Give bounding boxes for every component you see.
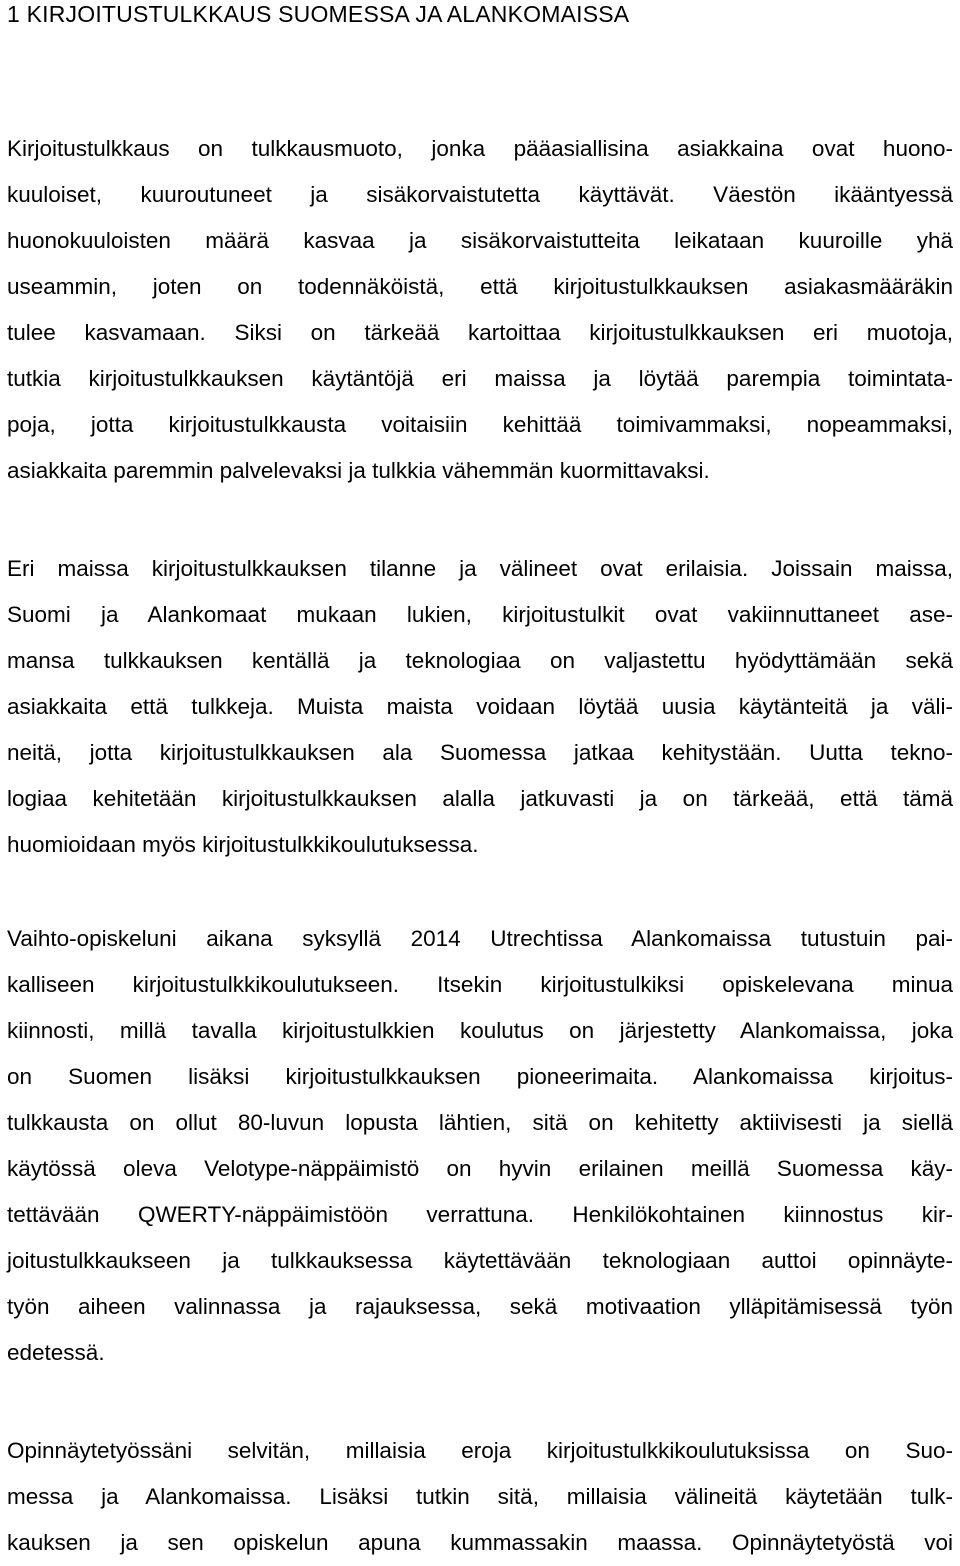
paragraph-1 — [7, 126, 953, 494]
text-line: Suomi ja Alankomaat mukaan lukien, kirjoitustulkit ovat vakiinnuttaneet ase- — [7, 602, 953, 627]
text-line: Eri maissa kirjoitustulkkauksen tilanne ja välineet ovat erilaisia. Joissain maissa, — [7, 556, 953, 581]
text-line: tutkia kirjoitustulkkauksen käytäntöjä eri maissa ja löytää parempia toimintata- — [7, 366, 953, 391]
text-line: työn aiheen valinnassa ja rajauksessa, sekä motivaation ylläpitämisessä työn — [7, 1294, 953, 1319]
text-line: useammin, joten on todennäköistä, että kirjoitustulkkauksen asiakasmääräkin — [7, 274, 953, 299]
text-line: logiaa kehitetään kirjoitustulkkauksen alalla jatkuvasti ja on tärkeää, että tämä — [7, 786, 953, 811]
text-line: Kirjoitustulkkaus on tulkkausmuoto, jonka pääasiallisina asiakkaina ovat huono- — [7, 136, 953, 161]
text-line: tettävään QWERTY-näppäimistöön verrattuna. Henkilökohtainen kiinnostus kir- — [7, 1202, 953, 1227]
text-line: joitustulkkaukseen ja tulkkauksessa käytettävään teknologiaan auttoi opinnäyte- — [7, 1248, 953, 1273]
text-line: poja, jotta kirjoitustulkkausta voitaisiin kehittää toimivammaksi, nopeammaksi, — [7, 412, 953, 437]
chapter-heading: 1 KIRJOITUSTULKKAUS SUOMESSA JA ALANKOMAISSA — [7, 1, 630, 27]
text-line: on Suomen lisäksi kirjoitustulkkauksen pioneerimaita. Alankomaissa kirjoitus- — [7, 1064, 953, 1089]
text-line: Opinnäytetyössäni selvitän, millaisia eroja kirjoitustulkkikoulutuksissa on Suo- — [7, 1438, 953, 1463]
text-line: kalliseen kirjoitustulkkikoulutukseen. Itsekin kirjoitustulkiksi opiskelevana minua — [7, 972, 953, 997]
paragraph-3 — [7, 916, 953, 1376]
text-line: käytössä oleva Velotype-näppäimistö on hyvin erilainen meillä Suomessa käy- — [7, 1156, 953, 1181]
text-line: kiinnosti, millä tavalla kirjoitustulkkien koulutus on järjestetty Alankomaissa, joka — [7, 1018, 953, 1043]
document-page — [7, 0, 953, 1555]
text-line: huomioidaan myös kirjoitustulkkikoulutuksessa. — [7, 832, 479, 857]
text-line: neitä, jotta kirjoitustulkkauksen ala Suomessa jatkaa kehitystään. Uutta tekno- — [7, 740, 953, 765]
text-line: kuuloiset, kuuroutuneet ja sisäkorvaistutetta käyttävät. Väestön ikääntyessä — [7, 182, 953, 207]
text-line: tulkkausta on ollut 80-luvun lopusta lähtien, sitä on kehitetty aktiivisesti ja siellä — [7, 1110, 953, 1135]
text-line: mansa tulkkauksen kentällä ja teknologiaa on valjastettu hyödyttämään sekä — [7, 648, 953, 673]
text-line: tulee kasvamaan. Siksi on tärkeää kartoittaa kirjoitustulkkauksen eri muotoja, — [7, 320, 953, 345]
text-line: edetessä. — [7, 1340, 105, 1365]
text-line: asiakkaita että tulkkeja. Muista maista voidaan löytää uusia käytänteitä ja väli- — [7, 694, 953, 719]
paragraph-2 — [7, 546, 953, 868]
text-line: kauksen ja sen opiskelun apuna kummassakin maassa. Opinnäytetyöstä voi — [7, 1530, 953, 1555]
text-line: huonokuuloisten määrä kasvaa ja sisäkorvaistutteita leikataan kuuroille yhä — [7, 228, 953, 253]
text-line: Vaihto-opiskeluni aikana syksyllä 2014 Utrechtissa Alankomaissa tutustuin pai- — [7, 926, 953, 951]
text-line: asiakkaita paremmin palvelevaksi ja tulkkia vähemmän kuormittavaksi. — [7, 458, 710, 483]
text-line: messa ja Alankomaissa. Lisäksi tutkin sitä, millaisia välineitä käytetään tulk- — [7, 1484, 953, 1509]
paragraph-4 — [7, 1428, 953, 1566]
